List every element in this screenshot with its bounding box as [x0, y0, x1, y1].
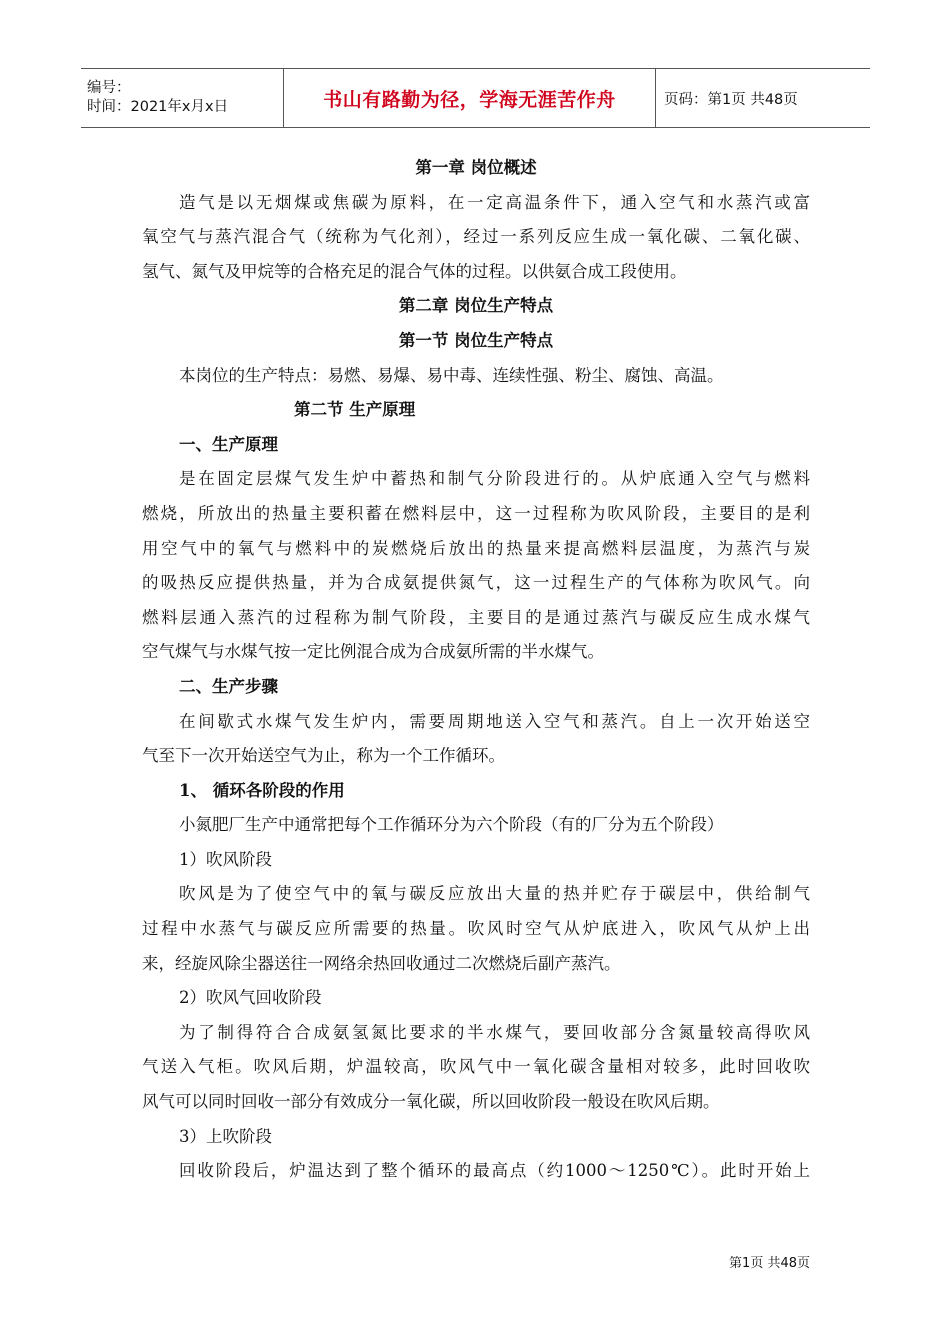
text-line: 本岗位的生产特点：易燃、易爆、易中毒、连续性强、粉尘、腐蚀、高温。: [179, 365, 724, 385]
text-line: 氢气、氮气及甲烷等的合格充足的混合气体的过程。以供氨合成工段使用。: [142, 261, 687, 281]
text-line: 吹风是为了使空气中的氧与碳反应放出大量的热并贮存于碳层中，供给制气: [179, 884, 810, 904]
text-line: 用空气中的氧气与燃料中的炭燃烧后放出的热量来提高燃料层温度，为蒸汽与炭: [142, 538, 810, 558]
document-date: 时间：2021年x月x日: [87, 99, 229, 115]
header-page-cell: [656, 69, 870, 127]
text-line: 第二节 生产原理: [294, 400, 416, 420]
text-line: 的吸热反应提供热量，并为合成氨提供氮气，这一过程生产的气体称为吹风气。向: [142, 573, 810, 593]
text-line: 风气可以同时回收一部分有效成分一氧化碳，所以回收阶段一般设在吹风后期。: [142, 1092, 720, 1112]
text-line: 在间歇式水煤气发生炉内，需要周期地送入空气和蒸汽。自上一次开始送空: [179, 711, 810, 731]
header-motto-cell: [283, 69, 656, 127]
text-line: 是在固定层煤气发生炉中蓄热和制气分阶段进行的。从炉底通入空气与燃料: [179, 469, 810, 489]
text-line: 气至下一次开始送空气为止，称为一个工作循环。: [142, 746, 505, 766]
text-line: 第一章 岗位概述: [415, 158, 537, 177]
text-line: 二、生产步骤: [179, 676, 278, 696]
document-body: [142, 151, 810, 1189]
page-footer: 第1页 共48页: [729, 1256, 810, 1271]
text-line: 造气是以无烟煤或焦碳为原料，在一定高温条件下，通入空气和水蒸汽或富: [179, 192, 810, 212]
text-line: 气送入气柜。吹风后期，炉温较高，吹风气中一氧化碳含量相对较多，此时回收吹: [142, 1057, 810, 1077]
document-number-label: 编号：: [87, 80, 131, 96]
text-line: 一、生产原理: [179, 434, 278, 454]
header-motto: 书山有路勤为径，学海无涯苦作舟: [323, 88, 616, 111]
header-page-info: 页码：第1页 共48页: [664, 91, 798, 108]
text-line: 来，经旋风除尘器送往一网络余热回收通过二次燃烧后副产蒸汽。: [142, 953, 621, 973]
text-line: 为了制得符合合成氨氢氮比要求的半水煤气，要回收部分含氮量较高得吹风: [179, 1022, 810, 1042]
text-line: 第二章 岗位生产特点: [398, 296, 554, 316]
text-line: 2）吹风气回收阶段: [179, 988, 322, 1008]
text-line: 小氮肥厂生产中通常把每个工作循环分为六个阶段（有的厂分为五个阶段）: [179, 815, 724, 835]
text-line: 回收阶段后，炉温达到了整个循环的最高点（约1000～1250℃）。此时开始上: [179, 1161, 810, 1181]
text-line: 3）上吹阶段: [179, 1126, 272, 1146]
text-line: 第一节 岗位生产特点: [398, 330, 554, 350]
text-line: 燃料层通入蒸汽的过程称为制气阶段，主要目的是通过蒸汽与碳反应生成水煤气: [142, 607, 810, 627]
text-line: 燃烧，所放出的热量主要积蓄在燃料层中，这一过程称为吹风阶段，主要目的是利: [142, 503, 810, 523]
text-line: 1）吹风阶段: [179, 849, 272, 869]
text-line: 过程中水蒸气与碳反应所需要的热量。吹风时空气从炉底进入，吹风气从炉上出: [142, 919, 810, 939]
text-line: 1、 循环各阶段的作用: [179, 780, 345, 800]
text-line: 空气煤气与水煤气按一定比例混合成为合成氨所需的半水煤气。: [142, 642, 604, 662]
text-line: 氧空气与蒸汽混合气（统称为气化剂），经过一系列反应生成一氧化碳、二氧化碳、: [142, 227, 810, 247]
header-left-cell: [81, 69, 283, 127]
page-header: [81, 68, 870, 128]
